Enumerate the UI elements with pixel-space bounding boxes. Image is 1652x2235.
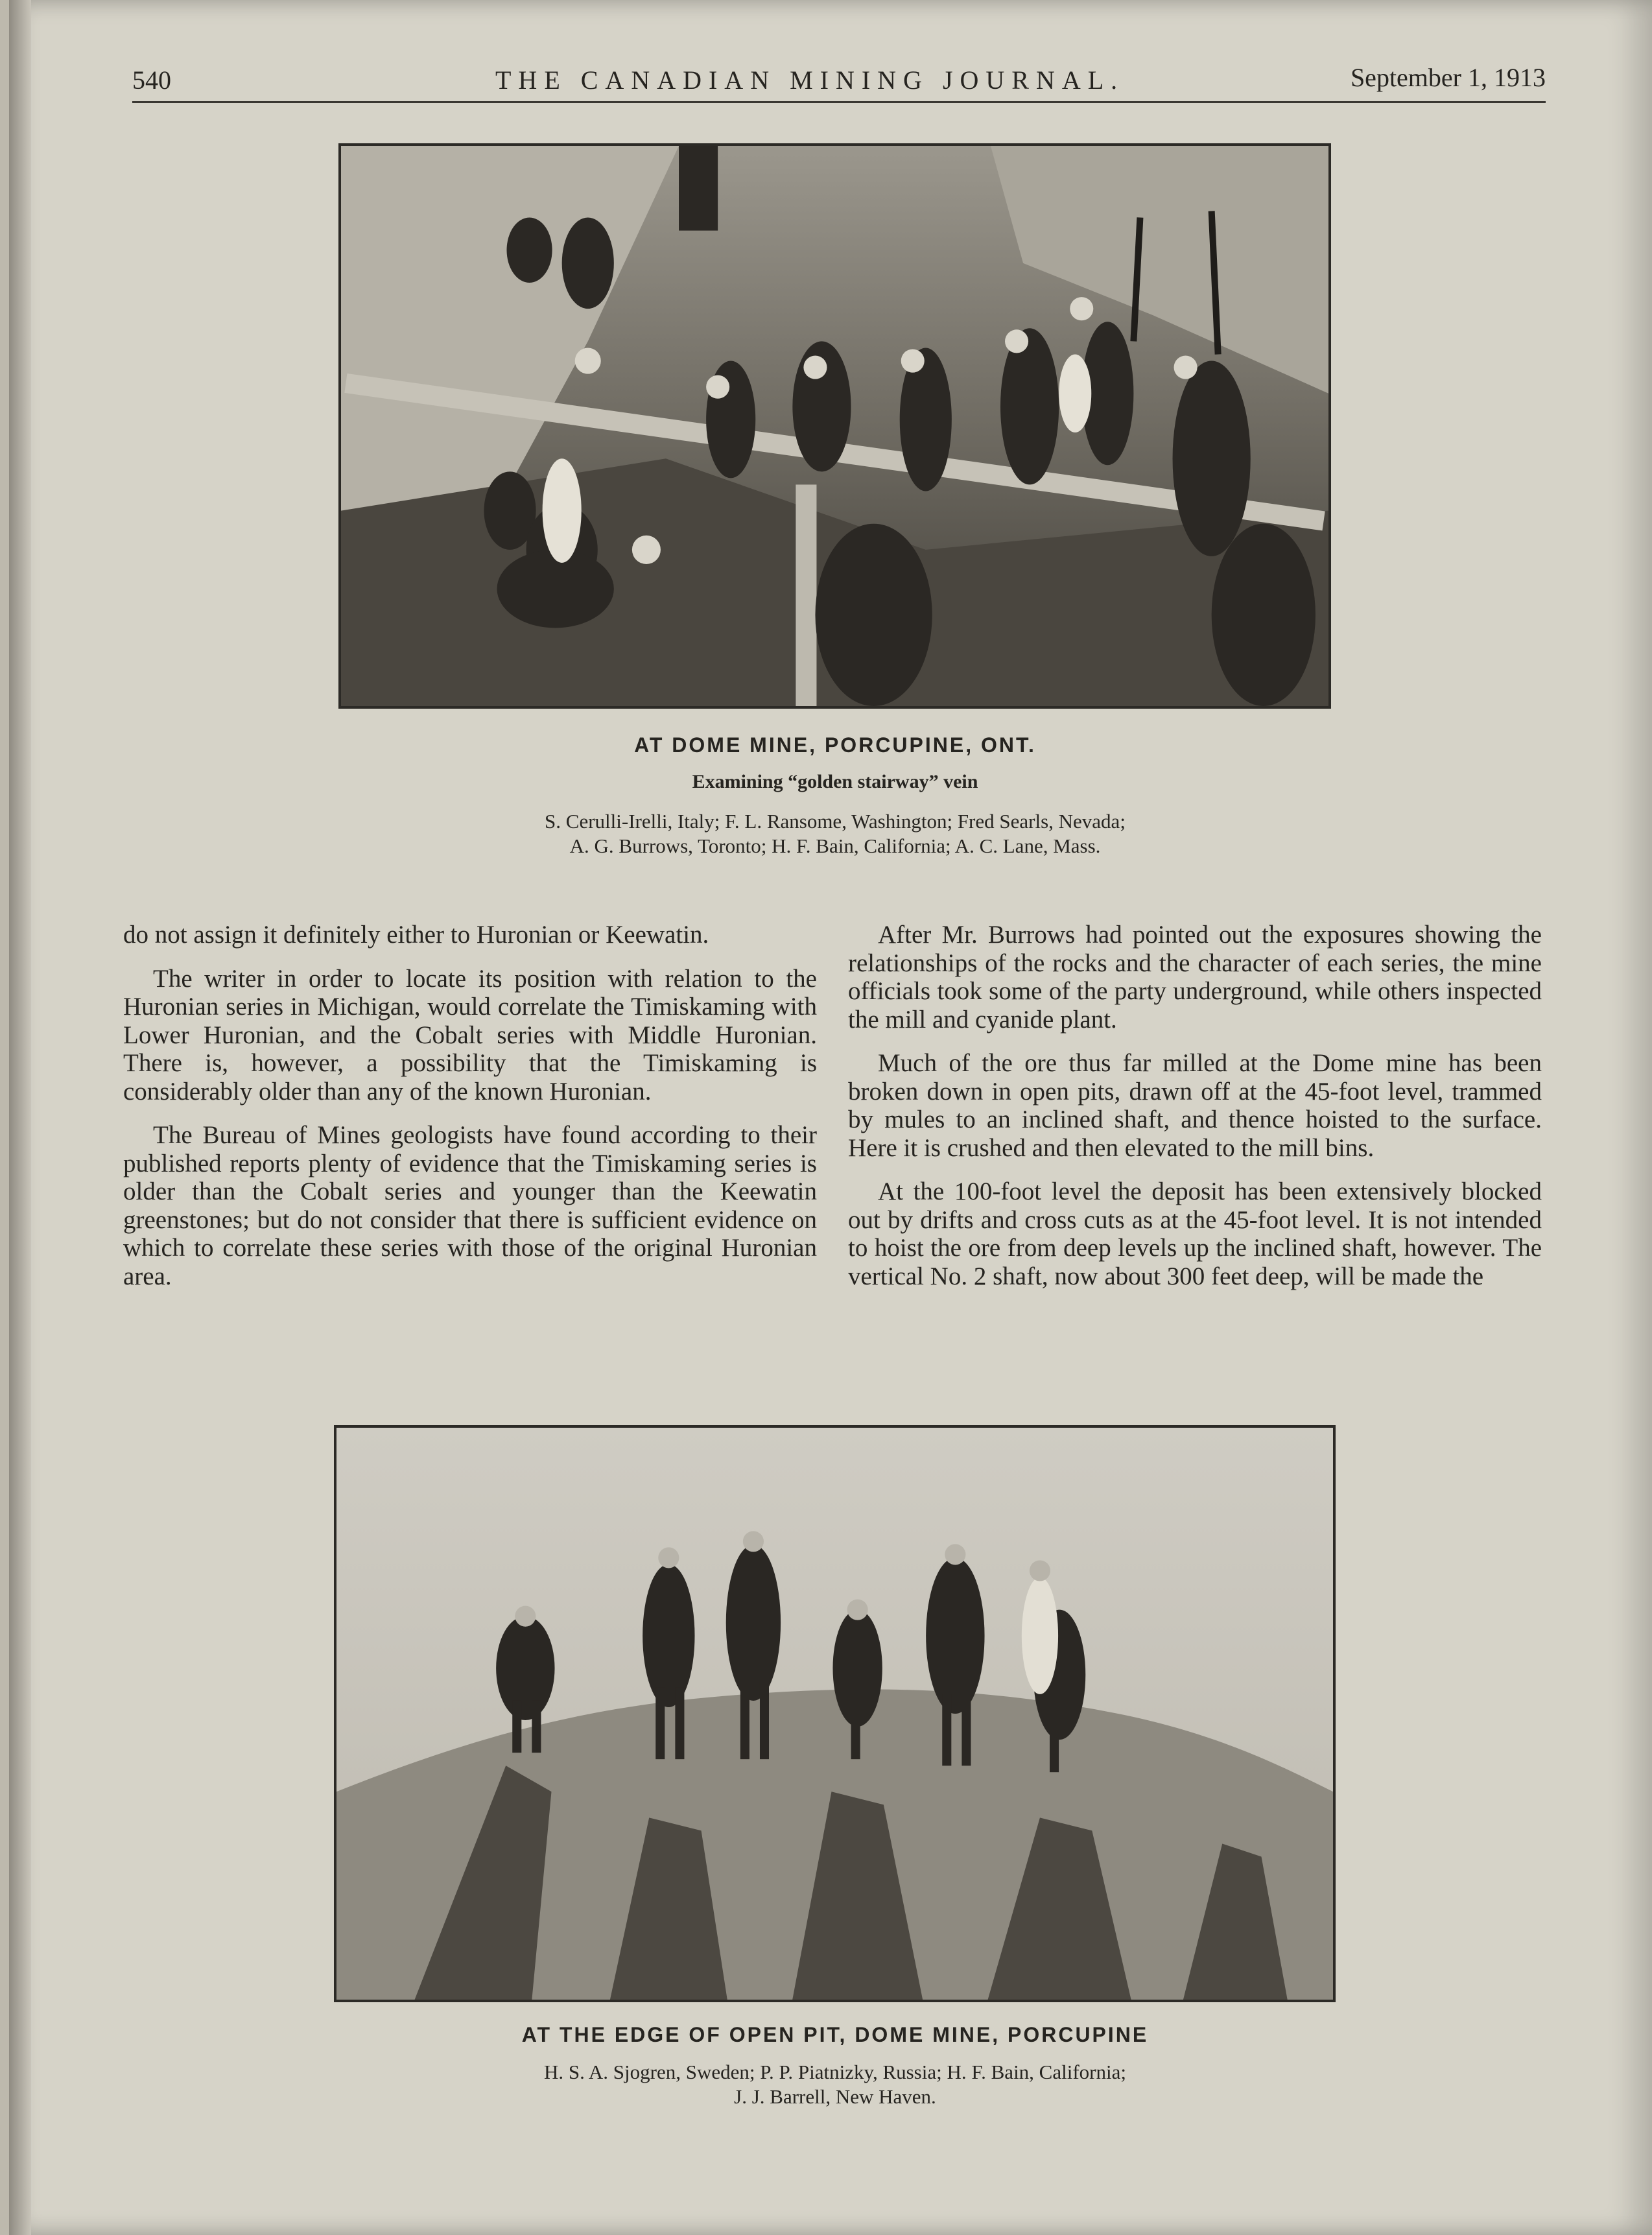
figure1-subtitle: Examining “golden stairway” vein bbox=[692, 771, 978, 792]
figure1-title: AT DOME MINE, PORCUPINE, ONT. bbox=[634, 733, 1036, 757]
figure1-names-line-2: A. G. Burrows, Toronto; H. F. Bain, California; A. C. Lane, Mass. bbox=[569, 834, 1101, 857]
left-paragraph-1: do not assign it definitely either to Huronian or Keewatin. bbox=[123, 921, 709, 949]
page-number: 540 bbox=[132, 65, 171, 95]
running-header bbox=[132, 62, 1546, 103]
figure1-names bbox=[9, 809, 1652, 858]
figure2-title: AT THE EDGE OF OPEN PIT, DOME MINE, PORCUPINE bbox=[521, 2023, 1149, 2046]
right-paragraph-1: After Mr. Burrows had pointed out the exposures showing the relationships of the rocks and the character of each series, the mine officials took some of the party underground, while others inspected the mill and cyanide plant. bbox=[848, 921, 1542, 1034]
figure1-names-line-1: S. Cerulli-Irelli, Italy; F. L. Ransome, Washington; Fred Searls, Nevada; bbox=[545, 810, 1126, 833]
left-column bbox=[123, 921, 817, 1306]
photo-dome-mine-vein bbox=[338, 143, 1331, 709]
right-paragraph-2: Much of the ore thus far milled at the Dome mine has been broken down in open pits, drawn off at the 45-foot level, trammed by mules to an inclined shaft, and thence hoisted to the surface. Here it is crushed and then elevated to the mill bins. bbox=[848, 1049, 1542, 1162]
figure2-names-line-2: J. J. Barrell, New Haven. bbox=[734, 2085, 936, 2108]
binding-edge bbox=[9, 0, 31, 2235]
page bbox=[9, 0, 1652, 2235]
right-paragraph-3: At the 100-foot level the deposit has been extensively blocked out by drifts and cross cuts as at the 45-foot level. It is not intended to hoist the ore from deep levels up the inclined shaft, however. The vertical No. 2 shaft, now about 300 feet deep, will be made the bbox=[848, 1177, 1542, 1290]
journal-title: THE CANADIAN MINING JOURNAL. bbox=[495, 65, 1125, 95]
issue-date: September 1, 1913 bbox=[1350, 63, 1546, 92]
figure2-names bbox=[9, 2060, 1652, 2109]
left-paragraph-2: The writer in order to locate its position with relation to the Huronian series in Michigan, would correlate the Timiskaming with Lower Huronian, and the Cobalt series with Middle Huronian. There is, however, a possibility that the Timiskaming is considerably older than any of the known Huronian. bbox=[123, 964, 817, 1106]
left-paragraph-3: The Bureau of Mines geologists have found according to their published reports plenty of evidence that the Timiskaming series is older than the Cobalt series and younger than the Keewatin greenstones; but do not consider that there is sufficient evidence on which to correlate these series with those of the original Huronian area. bbox=[123, 1121, 817, 1290]
photo-open-pit-edge bbox=[334, 1425, 1336, 2002]
right-column bbox=[848, 921, 1542, 1306]
figure2-names-line-1: H. S. A. Sjogren, Sweden; P. P. Piatnizky, Russia; H. F. Bain, California; bbox=[544, 2061, 1126, 2083]
